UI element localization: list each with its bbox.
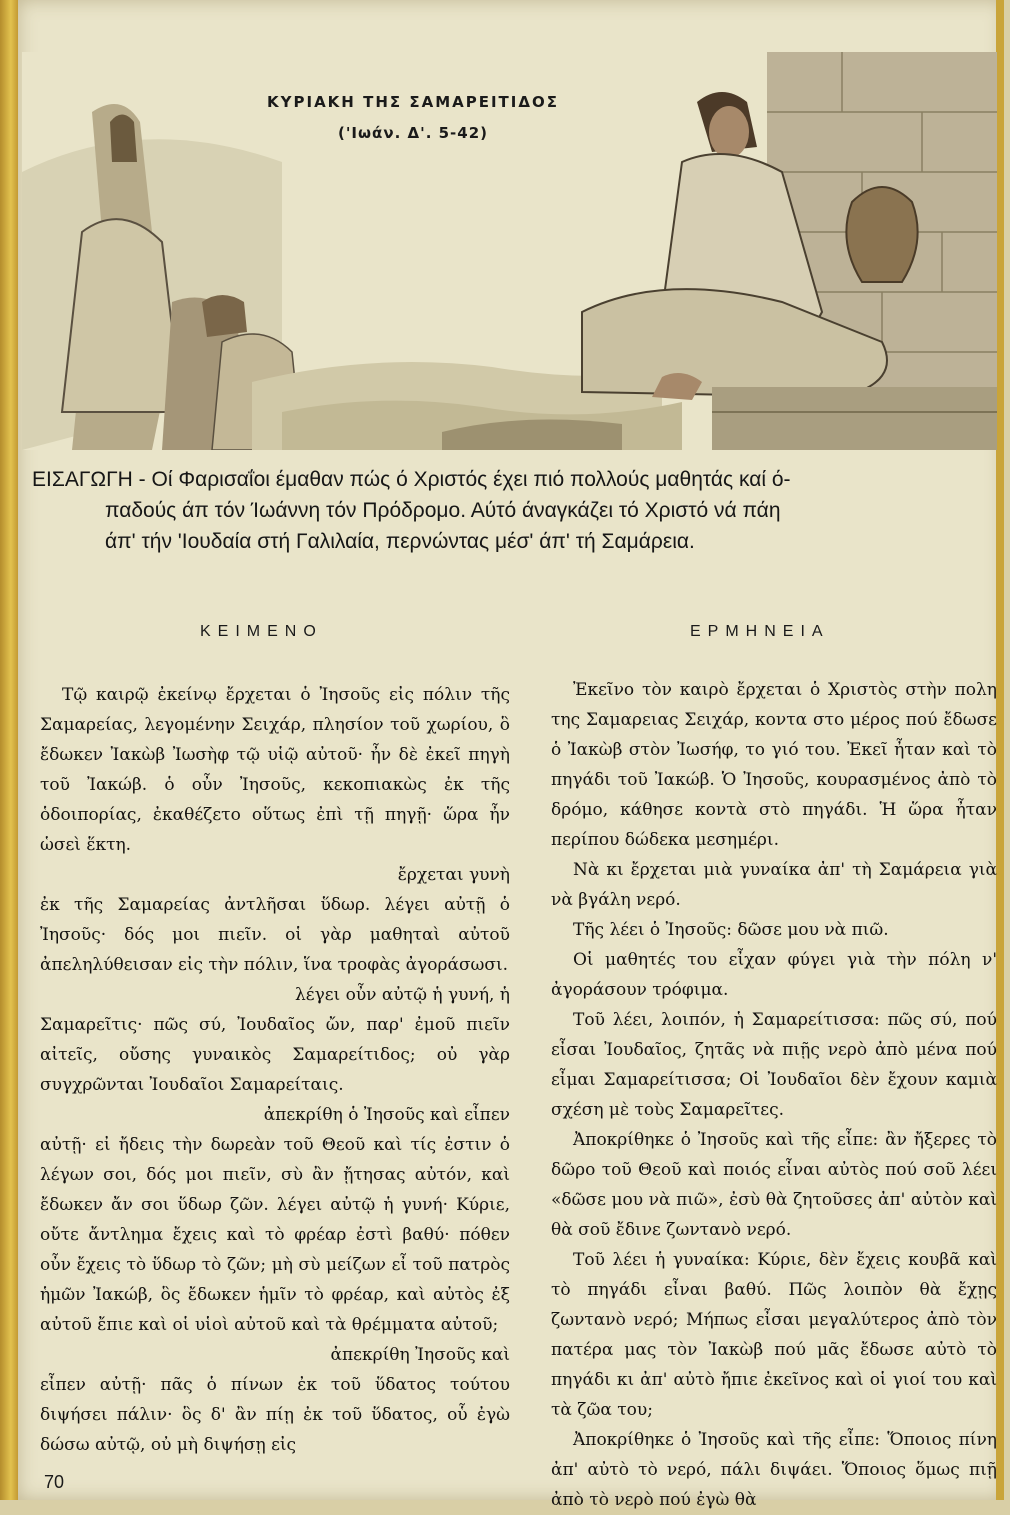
feast-title: ΚΥΡΙΑΚΗ ΤΗΣ ΣΑΜΑΡΕΙΤΙΔΟΣ: [267, 93, 559, 111]
intro-line: παδούς άπ τόν Ίωάννη τόν Πρόδρομο. Αύτό άναγκάζει τό Χριστό νά πάη: [105, 499, 781, 522]
interpretation-paragraph: Νὰ κι ἔρχεται μιὰ γυναίκα ἀπ' τὴ Σαμάρεια γιὰ νὰ βγάλη νερό.: [551, 860, 997, 910]
introduction: [32, 464, 987, 557]
interpretation-column-heading: ΕΡΜΗΝΕΙΑ: [690, 623, 830, 640]
interpretation-paragraph: Ἀποκρίθηκε ὁ Ἰησοῦς καὶ τῆς εἶπε: ἂν ἤξερες τὸ δῶρο τοῦ Θεοῦ καὶ ποιός εἶναι αὐτὸς πού σοῦ λέει «δῶσε μου νὰ πιῶ», ἐσὺ θὰ ζητοῦσες ἀπ' αὐτὸν καὶ θὰ σοῦ ἔδινε ζωντανὸ νερό.: [551, 1130, 997, 1240]
intro-line: ΕΙΣΑΓΩΓΗ - Οί Φαρισαΐοι έμαθαν πώς ό Χριστός έχει πιό πολλούς μαθητάς καί ό-: [32, 468, 791, 491]
interpretation-paragraph: Ἐκεῖνο τὸν καιρὸ ἔρχεται ὁ Χριστὸς στὴν πολη της Σαμαρειας Σειχάρ, κοντα στο μέρος πού ἔδωσε ὁ Ἰακὼβ στὸν Ἰωσήφ, το γιό του. Ἐκεῖ ἦταν καὶ τὸ πηγάδι τοῦ Ἰακώβ. Ὁ Ἰησοῦς, κουρασμένος ἀπὸ τὸ δρόμο, κάθησε κοντὰ στὸ πηγάδι. Ἡ ὥρα ἦταν περίπου δώδεκα μεσημέρι.: [551, 680, 997, 850]
text-paragraph: εἶπεν αὐτῇ· πᾶς ὁ πίνων ἐκ τοῦ ὕδατος τούτου διψήσει πάλιν· ὃς δ' ἂν πίῃ ἐκ τοῦ ὕδατος, οὗ ἐγὼ δώσω αὐτῷ, οὐ μὴ διψήσῃ εἰς: [40, 1375, 510, 1455]
book-spine: [0, 0, 18, 1500]
text-paragraph: ἐκ τῆς Σαμαρείας ἀντλῆσαι ὕδωρ. λέγει αὐτῇ ὁ Ἰησοῦς· δός μοι πιεῖν. οἱ γὰρ μαθηταὶ αὐτοῦ ἀπεληλύθεισαν εἰς τὴν πόλιν, ἵνα τροφὰς ἀγοράσωσι.: [40, 895, 510, 975]
page-number: 70: [44, 1472, 65, 1492]
interpretation-column: [551, 675, 997, 1515]
text-paragraph: Τῷ καιρῷ ἐκείνῳ ἔρχεται ὁ Ἰησοῦς εἰς πόλιν τῆς Σαμαρείας, λεγομένην Σειχάρ, πλησίον τοῦ χωρίου, ὃ ἔδωκεν Ἰακὼβ Ἰωσὴφ τῷ υἱῷ αὐτοῦ· ἦν δὲ ἐκεῖ πηγὴ τοῦ Ἰακώβ. ὁ οὖν Ἰησοῦς, κεκοπιακὼς ἐκ τῆς ὁδοιπορίας, ἐκαθέζετο οὕτως ἐπὶ τῇ πηγῇ· ὥρα ἦν ὡσεὶ ἕκτη.: [40, 685, 510, 855]
interpretation-paragraph: Τοῦ λέει, λοιπόν, ἡ Σαμαρείτισσα: πῶς σύ, πού εἶσαι Ἰουδαῖος, ζητᾶς νὰ πιῇς νερὸ ἀπὸ μένα πού εἶμαι Σαμαρείτισσα; Οἱ Ἰουδαῖοι δὲν ἔχουν καμιὰ σχέση μὲ τοὺς Σαμαρεῖτες.: [551, 1010, 997, 1120]
text-paragraph: ἀπεκρίθη ὁ Ἰησοῦς καὶ εἶπεν: [263, 1105, 510, 1125]
interpretation-paragraph: Ἀποκρίθηκε ὁ Ἰησοῦς καὶ τῆς εἶπε: Ὅποιος πίνη ἀπ' αὐτὸ τὸ νερό, πάλι διψάει. Ὅποιος ὅμως πιῇ ἀπὸ τὸ νερὸ πού ἐγὼ θὰ: [551, 1430, 997, 1510]
interpretation-paragraph: Οἱ μαθητές του εἶχαν φύγει γιὰ τὴν πόλη ν' ἀγοράσουν τρόφιμα.: [551, 950, 997, 1000]
illustration-samaritan-woman: [22, 52, 997, 450]
text-column-heading: ΚΕΙΜΕΝΟ: [200, 623, 323, 640]
original-text-column: [40, 680, 510, 1460]
interpretation-paragraph: Τοῦ λέει ἡ γυναίκα: Κύριε, δὲν ἔχεις κουβᾶ καὶ τὸ πηγάδι εἶναι βαθύ. Πῶς λοιπὸν θὰ ἔχῃς ζωντανὸ νερό; Μήπως εἶσαι μεγαλύτερος ἀπὸ τὸν πατέρα μας τὸν Ἰακὼβ πού μᾶς ἔδωσε αὐτὸ τὸ πηγάδι κι ἀπ' αὐτὸ ἤπιε ἐκεῖνος καὶ οἱ γιοί του καὶ τὰ ζῶα του;: [551, 1250, 997, 1420]
intro-line: άπ' τήν 'Ιουδαία στή Γαλιλαία, περνώντας μέσ' άπ' τή Σαμάρεια.: [105, 530, 695, 553]
text-paragraph: ἔρχεται γυνὴ: [397, 865, 510, 885]
text-paragraph: λέγει οὖν αὐτῷ ἡ γυνή, ἡ: [294, 985, 510, 1005]
text-paragraph: ἀπεκρίθη Ἰησοῦς καὶ: [330, 1345, 510, 1365]
text-paragraph: Σαμαρεῖτις· πῶς σύ, Ἰουδαῖος ὤν, παρ' ἐμοῦ πιεῖν αἰτεῖς, οὔσης γυναικὸς Σαμαρείτιδος; οὐ γὰρ συγχρῶνται Ἰουδαῖοι Σαμαρείταις.: [40, 1015, 510, 1095]
interpretation-paragraph: Τῆς λέει ὁ Ἰησοῦς: δῶσε μου νὰ πιῶ.: [573, 920, 889, 940]
text-paragraph: αὐτῇ· εἰ ἤδεις τὴν δωρεὰν τοῦ Θεοῦ καὶ τίς ἐστιν ὁ λέγων σοι, δός μοι πιεῖν, σὺ ἂν ᾔτησας αὐτόν, καὶ ἔδωκεν ἄν σοι ὕδωρ ζῶν. λέγει αὐτῷ ἡ γυνή· Κύριε, οὔτε ἄντλημα ἔχεις καὶ τὸ φρέαρ ἐστὶ βαθύ· πόθεν οὖν ἔχεις τὸ ὕδωρ τὸ ζῶν; μὴ σὺ μείζων εἶ τοῦ πατρὸς ἡμῶν Ἰακώβ, ὃς ἔδωκεν ἡμῖν τὸ φρέαρ, καὶ αὐτὸς ἐξ αὐτοῦ ἔπιε καὶ οἱ υἱοὶ αὐτοῦ καὶ τὰ θρέμματα αὐτοῦ;: [40, 1135, 510, 1335]
page-edge: [996, 0, 1004, 1500]
scripture-reference: ('Ιωάν. Δ'. 5-42): [337, 124, 489, 142]
